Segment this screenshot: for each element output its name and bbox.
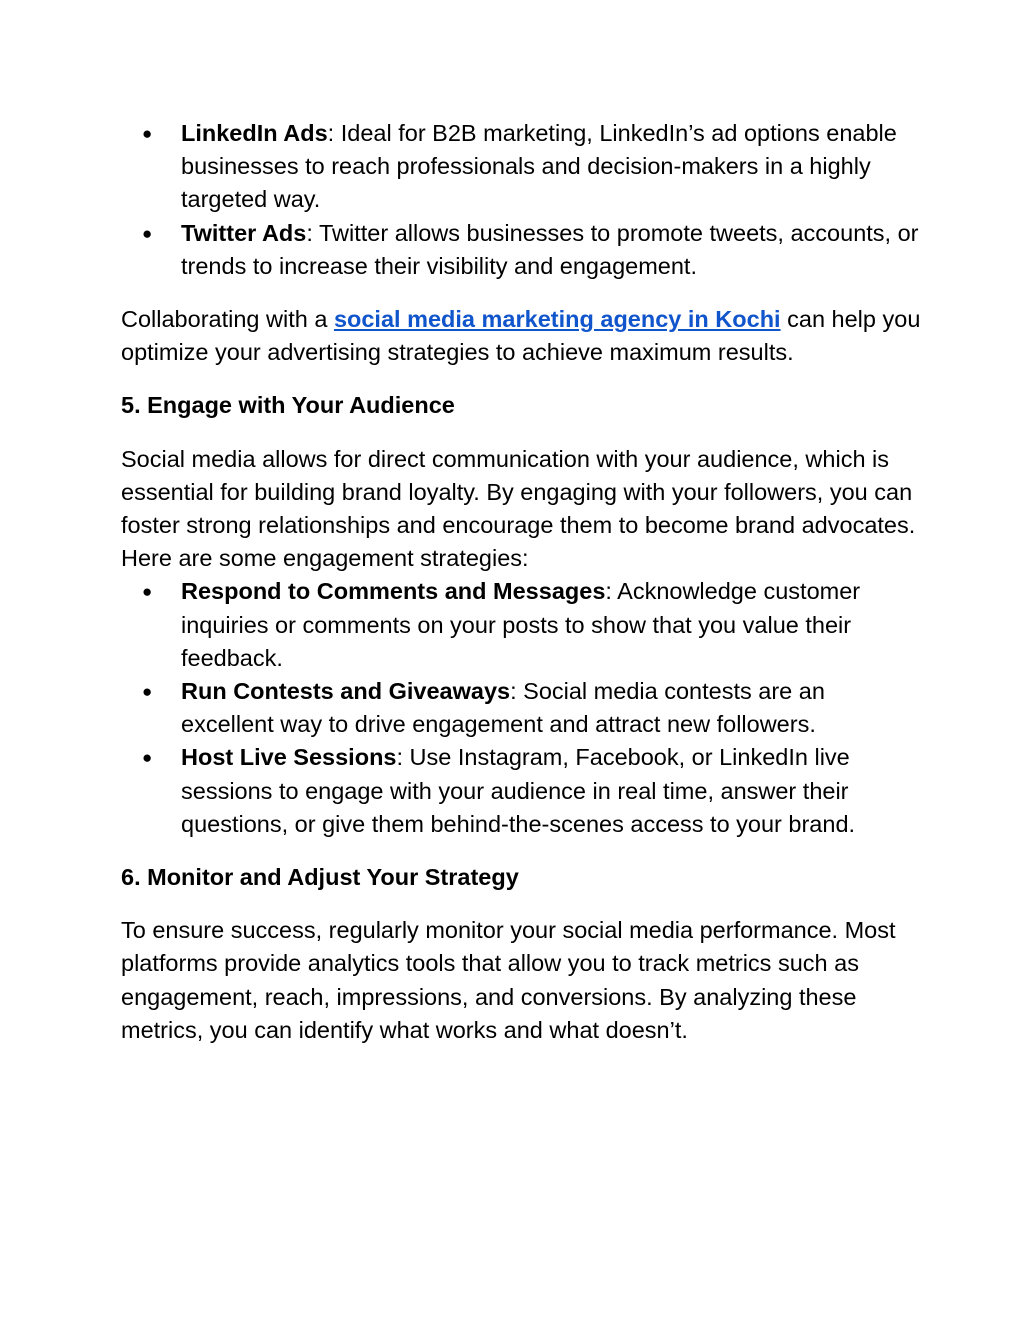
section-body: To ensure success, regularly monitor your social media performance. Most platforms provide analytics tools that allow you to track metrics such as engagement, reach, impressions, and conversions. By analyzing these metrics, you can identify what works and what doesn’t.	[121, 917, 896, 1043]
section-heading: 5. Engage with Your Audience	[121, 392, 455, 419]
list-item	[121, 217, 921, 283]
list-item-term: Respond to Comments and Messages	[181, 578, 606, 605]
bullet-icon: ●	[142, 223, 153, 243]
bullet-icon: ●	[142, 582, 153, 602]
list-item	[121, 117, 921, 217]
bullet-icon: ●	[142, 682, 153, 702]
list-item-term: LinkedIn Ads	[181, 120, 328, 146]
document-page	[121, 117, 921, 1047]
list-item-text: : Use Instagram, Facebook, or LinkedIn live sessions to engage with your audience in real time, answer their questions, or give them behind-the-scenes access to your brand.	[181, 744, 856, 837]
agency-link[interactable]: social media marketing agency in Kochi	[333, 306, 781, 333]
collaboration-paragraph	[121, 303, 921, 369]
list-item	[121, 741, 921, 841]
paragraph-text: Collaborating with a	[121, 306, 334, 333]
bullet-icon: ●	[142, 748, 153, 768]
list-item-text: : Acknowledge customer inquiries or comments on your posts to show that you value their feedback.	[181, 578, 861, 671]
list-item-text: : Social media contests are an excellent way to drive engagement and attract new followers.	[181, 678, 825, 738]
list-item	[121, 675, 921, 741]
list-item-term: Run Contests and Giveaways	[181, 678, 511, 705]
engagement-strategies-list	[121, 575, 921, 841]
section-heading: 6. Monitor and Adjust Your Strategy	[121, 864, 519, 891]
list-item-term: Twitter Ads	[181, 219, 307, 246]
ad-platforms-list	[121, 117, 921, 283]
list-item-term: Host Live Sessions	[181, 744, 397, 771]
list-item-text: : Twitter allows businesses to promote tweets, accounts, or trends to increase their visibility and engagement.	[181, 219, 919, 279]
paragraph-text: can help you optimize your advertising strategies to achieve maximum results.	[121, 306, 921, 366]
bullet-icon: ●	[142, 124, 153, 143]
list-item-text: : Ideal for B2B marketing, LinkedIn’s ad options enable businesses to reach professionals and decision-makers in a highly targeted way.	[181, 120, 897, 213]
list-item	[121, 575, 921, 675]
section-body: Social media allows for direct communication with your audience, which is essential for building brand loyalty. By engaging with your followers, you can foster strong relationships and encourage them to become brand advocates. Here are some engagement strategies:	[121, 445, 916, 572]
